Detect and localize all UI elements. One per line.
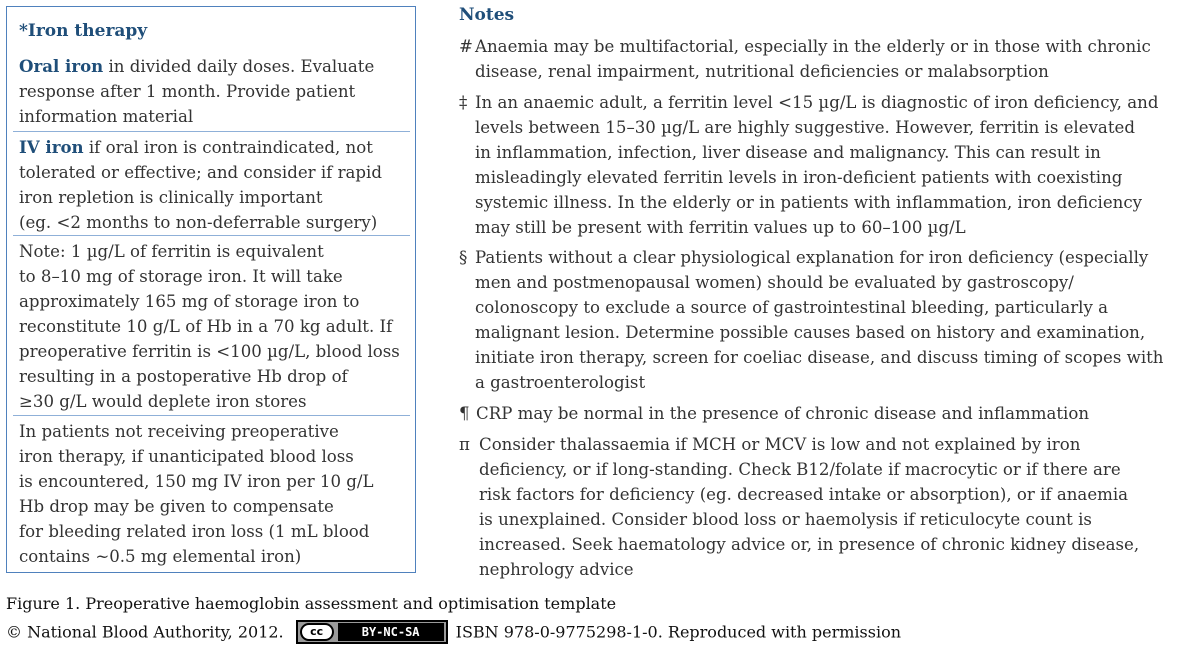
panel-title: *Iron therapy: [19, 21, 148, 41]
divider: [13, 415, 410, 416]
note-symbol: ¶: [459, 404, 470, 423]
note-symbol: #: [459, 37, 473, 56]
cc-license-badge[interactable]: [296, 620, 448, 644]
isbn-text: ISBN 978-0-9775298-1-0. Reproduced with permission: [455, 622, 901, 642]
copyright-text: © National Blood Authority, 2012.: [6, 622, 284, 642]
ferritin-note-paragraph: Note: 1 µg/L of ferritin is equivalent to 8–10 mg of storage iron. It will take approximately 165 mg of storage iron to reconstitute 10 g/L of Hb in a 70 kg adult. If preoperative ferritin is <100 µg/L, blood loss resulting in a postoperative Hb drop of ≥30 g/L would deplete iron stores: [19, 242, 400, 411]
iv-iron-paragraph: IV iron if oral iron is contraindicated, not tolerated or effective; and consider if rapid iron repletion is clinically important (eg. <2 months to non-deferrable surgery): [19, 137, 382, 232]
note-symbol: §: [459, 248, 468, 267]
bleeding-iron-paragraph: In patients not receiving preoperative iron therapy, if unanticipated blood loss is encountered, 150 mg IV iron per 10 g/L Hb drop may be given to compensate for bleeding related iron loss (1 mL blood contains ~0.5 mg elemental iron): [19, 422, 374, 566]
figure-caption: Figure 1. Preoperative haemoglobin assessment and optimisation template: [6, 594, 617, 613]
note-symbol: ‡: [459, 93, 468, 112]
iron-therapy-panel: [6, 6, 416, 573]
divider: [13, 131, 410, 132]
note-symbol: π: [459, 435, 470, 454]
creative-commons-icon: cc: [300, 623, 334, 641]
copyright-line: [6, 621, 901, 645]
divider: [13, 235, 410, 236]
notes-title: Notes: [459, 5, 515, 25]
oral-iron-heading: Oral iron: [19, 56, 104, 76]
oral-iron-paragraph: Oral iron in divided daily doses. Evaluate response after 1 month. Provide patient information material: [19, 56, 375, 126]
cc-license-label: BY-NC-SA: [338, 623, 444, 641]
iv-iron-heading: IV iron: [19, 137, 84, 157]
